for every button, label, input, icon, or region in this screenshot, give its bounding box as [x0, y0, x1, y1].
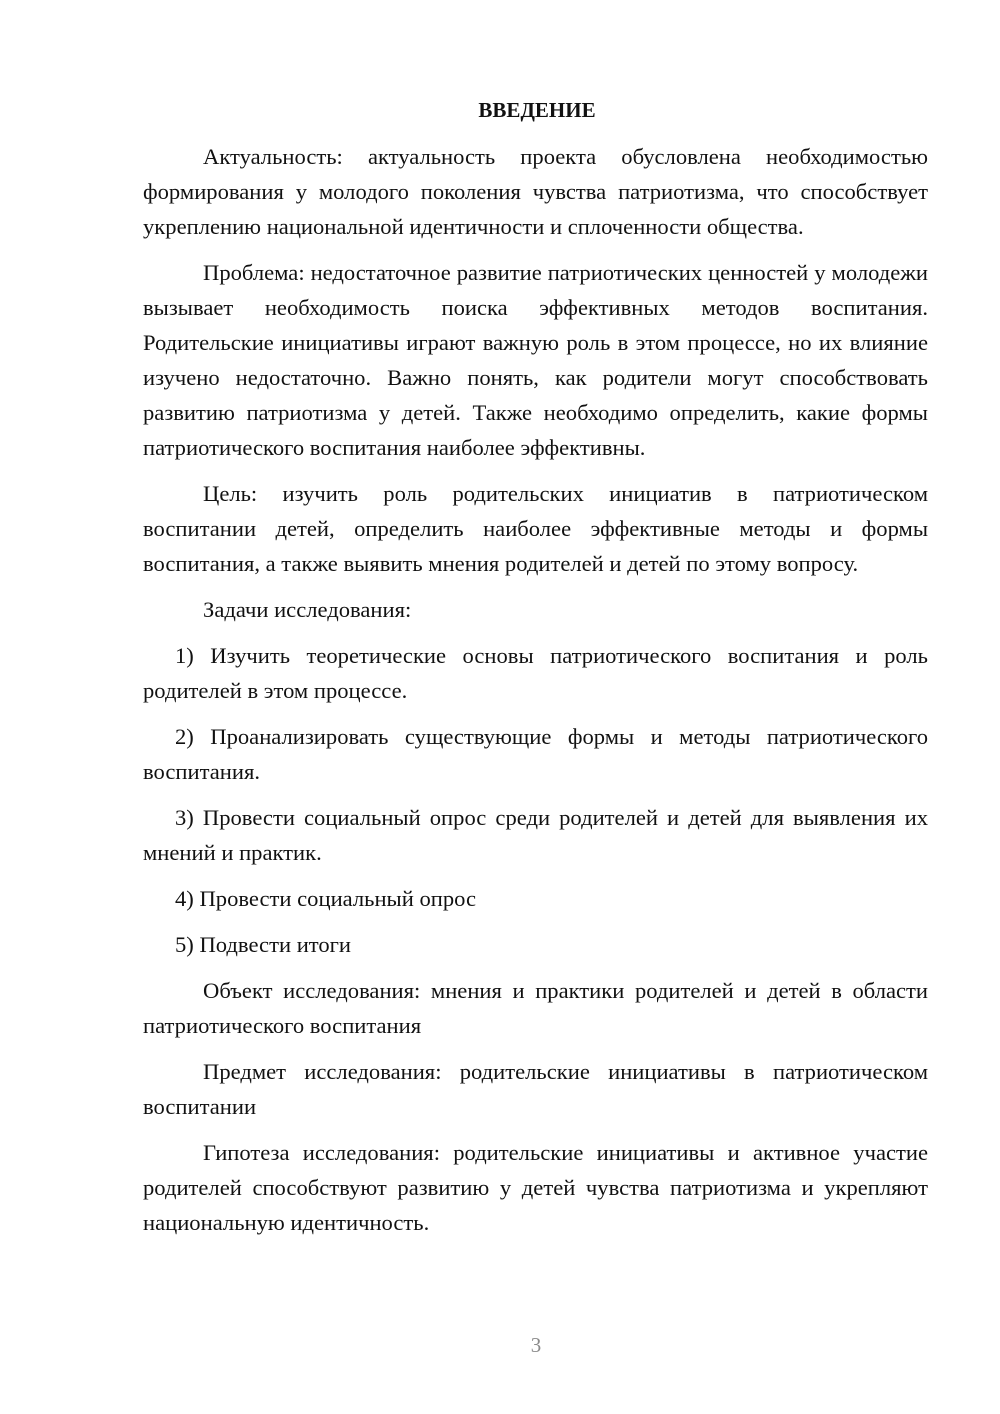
task-item-4: 4) Провести социальный опрос: [175, 886, 477, 911]
page-number: 3: [530, 1333, 542, 1357]
page-content: [143, 93, 928, 1251]
task-item-2: 2) Проанализировать существующие формы и методы патриотического воспитания.: [143, 724, 928, 784]
task-item-1: 1) Изучить теоретические основы патриотического воспитания и роль родителей в этом процессе.: [143, 643, 928, 703]
task-item-5: 5) Подвести итоги: [175, 932, 352, 957]
object-paragraph: Объект исследования: мнения и практики родителей и детей в области патриотического воспитания: [143, 978, 928, 1038]
relevance-paragraph: Актуальность: актуальность проекта обусловлена необходимостью формирования у молодого поколения чувства патриотизма, что способствует укреплению национальной идентичности и сплоченности общества.: [143, 144, 928, 239]
hypothesis-paragraph: Гипотеза исследования: родительские инициативы и активное участие родителей способствуют развитию у детей чувства патриотизма и укрепляют национальную идентичность.: [143, 1140, 928, 1235]
subject-paragraph: Предмет исследования: родительские инициативы в патриотическом воспитании: [143, 1059, 928, 1119]
goal-paragraph: Цель: изучить роль родительских инициатив в патриотическом воспитании детей, определить наиболее эффективные методы и формы воспитания, а также выявить мнения родителей и детей по этому вопросу.: [143, 481, 928, 576]
page-title: ВВЕДЕНИЕ: [478, 98, 596, 122]
task-item-3: 3) Провести социальный опрос среди родителей и детей для выявления их мнений и практик.: [143, 805, 928, 865]
problem-paragraph: Проблема: недостаточное развитие патриотических ценностей у молодежи вызывает необходимость поиска эффективных методов воспитания. Родительские инициативы играют важную роль в этом процессе, но их влияние изучено недостаточно. Важно понять, как родители могут способствовать развитию патриотизма у детей. Также необходимо определить, какие формы патриотического воспитания наиболее эффективны.: [143, 260, 928, 460]
tasks-heading: Задачи исследования:: [203, 597, 412, 622]
